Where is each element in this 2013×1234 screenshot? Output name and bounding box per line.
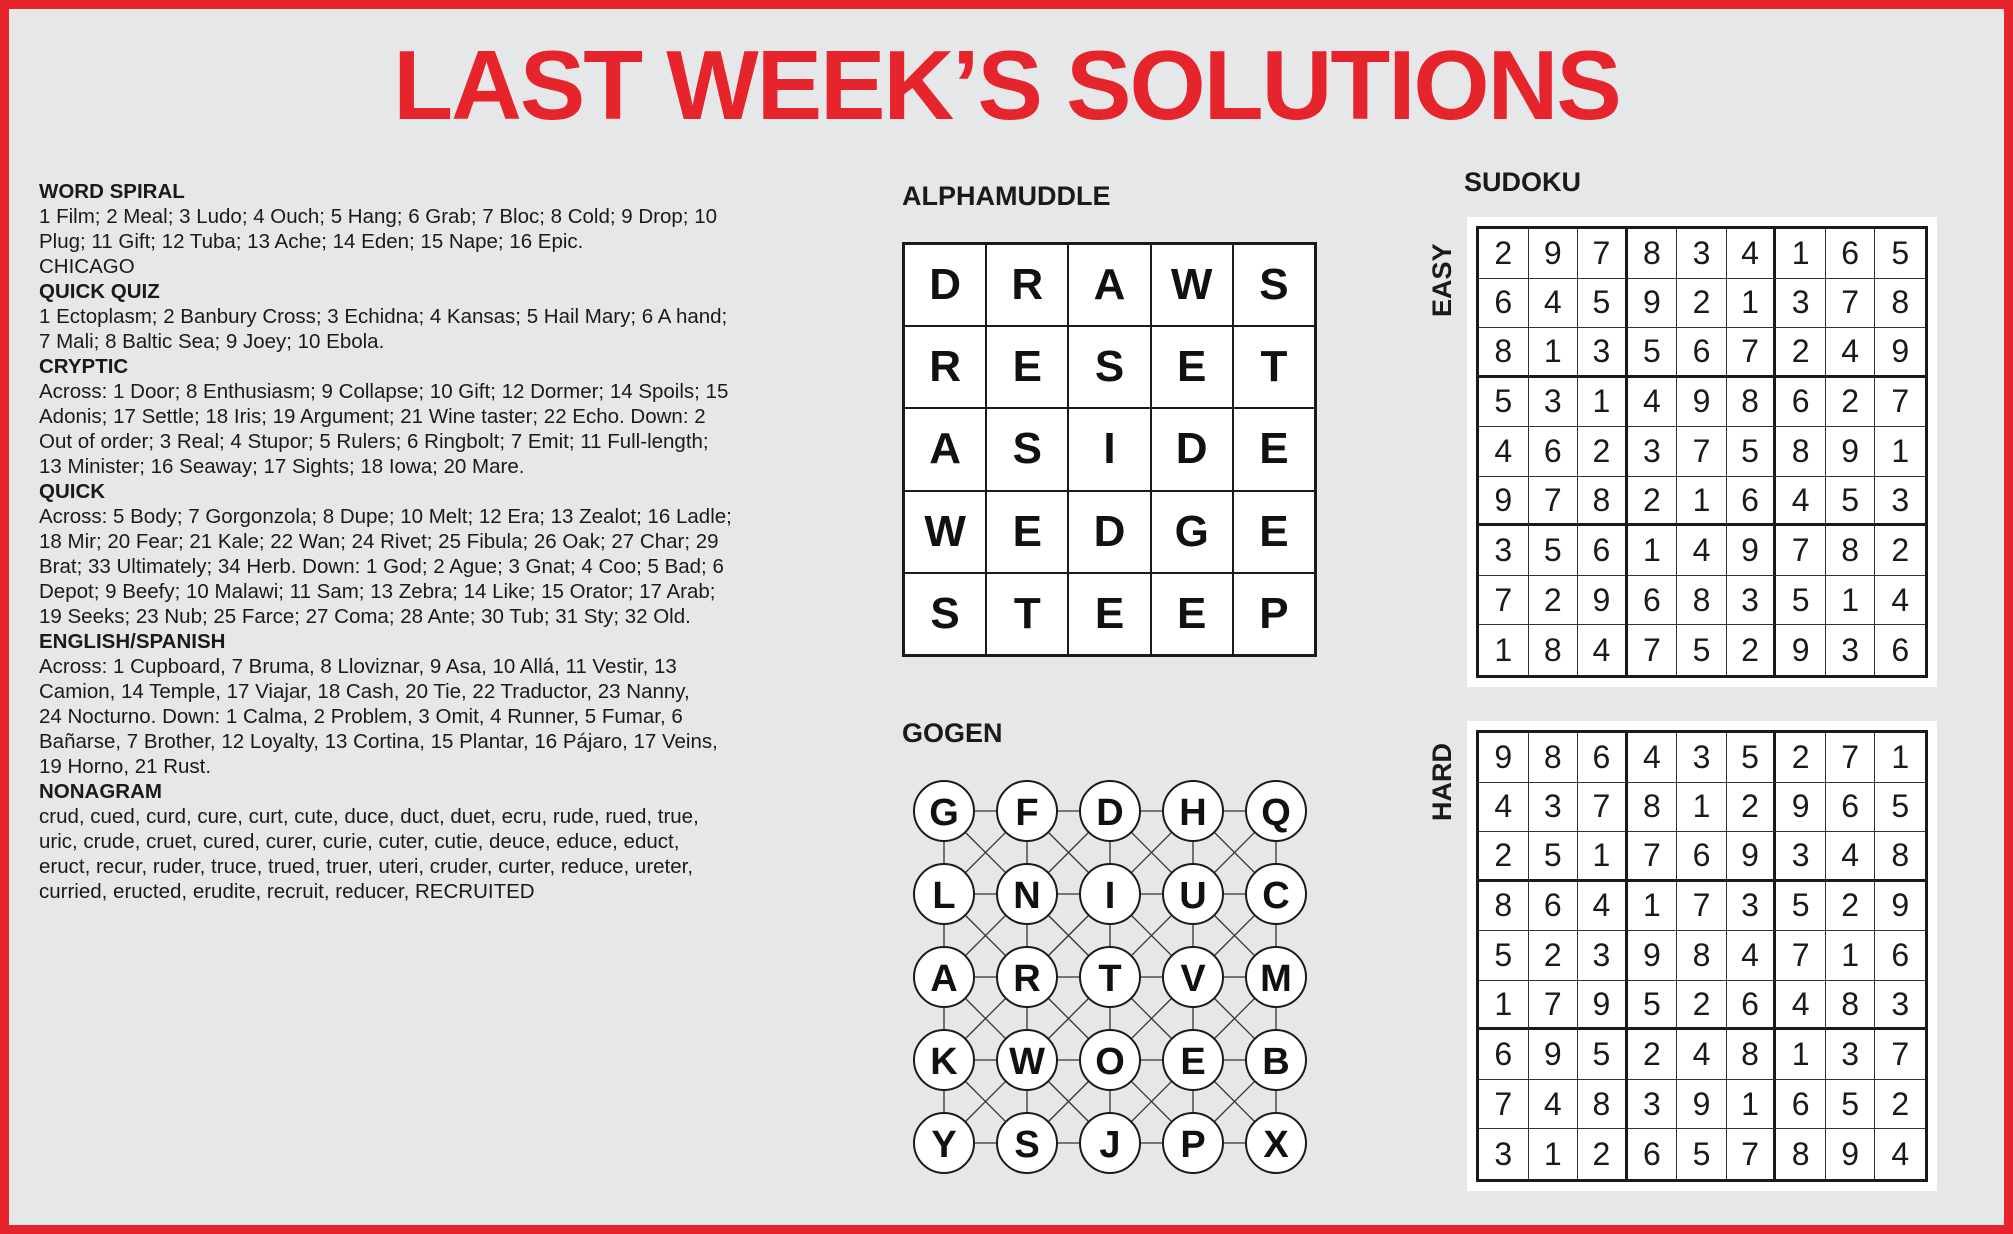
alphamuddle-cell: E — [1233, 491, 1315, 573]
sudoku-cell: 9 — [1677, 1080, 1727, 1130]
sudoku-cell: 3 — [1628, 427, 1678, 477]
gogen-node — [1163, 1030, 1223, 1090]
gogen-node — [914, 1030, 974, 1090]
sudoku-cell: 9 — [1826, 1129, 1876, 1179]
sudoku-cell: 5 — [1677, 625, 1727, 675]
alphamuddle-cell: S — [904, 573, 986, 655]
gogen-node — [1080, 1030, 1140, 1090]
sudoku-cell: 3 — [1677, 229, 1727, 279]
sudoku-cell: 7 — [1578, 229, 1628, 279]
gogen-letter: L — [932, 875, 956, 917]
sudoku-cell: 8 — [1628, 783, 1678, 833]
sudoku-cell: 4 — [1826, 832, 1876, 882]
sudoku-cell: 9 — [1479, 477, 1529, 527]
sudoku-cell: 3 — [1727, 882, 1777, 932]
sudoku-cell: 8 — [1529, 625, 1579, 675]
sudoku-cell: 6 — [1826, 783, 1876, 833]
sudoku-cell: 8 — [1826, 981, 1876, 1031]
sudoku-cell: 1 — [1776, 1030, 1826, 1080]
gogen-letter: H — [1179, 792, 1207, 834]
sudoku-cell: 1 — [1677, 783, 1727, 833]
alphamuddle-cell: E — [1233, 408, 1315, 490]
sudoku-cell: 2 — [1677, 981, 1727, 1031]
gogen-letter: I — [1104, 875, 1116, 917]
section-line: Depot; 9 Beefy; 10 Malawi; 11 Sam; 13 Zebra; 14 Like; 15 Orator; 17 Arab; — [39, 580, 716, 603]
sudoku-cell: 3 — [1578, 328, 1628, 378]
sudoku-cell: 5 — [1677, 1129, 1727, 1179]
gogen-heading: GOGEN — [902, 718, 1003, 748]
section-line: uric, crude, cruet, cured, curer, curie, cuter, cutie, deuce, educe, educt, — [39, 830, 680, 853]
gogen-node — [997, 1113, 1057, 1173]
section-line: Across: 1 Door; 8 Enthusiasm; 9 Collapse; 10 Gift; 12 Dormer; 14 Spoils; 15 — [39, 380, 729, 403]
page-title: LAST WEEK’S SOLUTIONS — [393, 30, 1620, 140]
section-line: 13 Minister; 16 Seaway; 17 Sights; 18 Iowa; 20 Mare. — [39, 455, 525, 478]
sudoku-cell: 7 — [1727, 328, 1777, 378]
sudoku-cell: 1 — [1875, 427, 1925, 477]
section-line: Across: 5 Body; 7 Gorgonzola; 8 Dupe; 10 Melt; 12 Era; 13 Zealot; 16 Ladle; — [39, 505, 732, 528]
sudoku-cell: 1 — [1628, 526, 1678, 576]
sudoku-cell: 8 — [1727, 378, 1777, 428]
section-title: QUICK — [39, 480, 106, 503]
gogen-letter: Y — [931, 1124, 957, 1166]
sudoku-cell: 7 — [1578, 783, 1628, 833]
sudoku-cell: 9 — [1875, 882, 1925, 932]
sudoku-cell: 7 — [1776, 931, 1826, 981]
alphamuddle-cell: A — [1068, 244, 1150, 326]
sudoku-cell: 4 — [1891, 1135, 1910, 1172]
alphamuddle-grid — [902, 242, 1317, 657]
sudoku-cell: 7 — [1875, 378, 1925, 428]
sudoku-cell: 5 — [1628, 981, 1678, 1031]
sudoku-cell: 6 — [1677, 832, 1727, 882]
section-title: ENGLISH/SPANISH — [39, 630, 226, 653]
sudoku-cell: 6 — [1529, 427, 1579, 477]
sudoku-cell: 1 — [1529, 328, 1579, 378]
sudoku-cell: 3 — [1826, 1030, 1876, 1080]
sudoku-cell: 2 — [1727, 783, 1777, 833]
alphamuddle-cell: G — [1151, 491, 1233, 573]
sudoku-cell: 9 — [1529, 1030, 1579, 1080]
gogen-node — [1080, 947, 1140, 1007]
gogen-letter: G — [929, 792, 959, 834]
text-solutions-column — [39, 179, 807, 904]
sudoku-cell: 7 — [1677, 427, 1727, 477]
sudoku-cell: 4 — [1727, 229, 1777, 279]
gogen-letter: S — [1014, 1124, 1040, 1166]
section-line: Bañarse, 7 Brother, 12 Loyalty, 13 Cortina, 15 Plantar, 16 Pájaro, 17 Veins, — [39, 730, 718, 753]
sudoku-cell: 4 — [1677, 526, 1727, 576]
gogen-grid — [902, 769, 1322, 1199]
sudoku-cell: 2 — [1479, 229, 1529, 279]
gogen-letter: R — [1013, 958, 1041, 1000]
gogen-node — [914, 781, 974, 841]
sudoku-cell: 3 — [1875, 981, 1925, 1031]
alphamuddle-cell: E — [1068, 573, 1150, 655]
sudoku-cell: 5 — [1529, 832, 1579, 882]
alphamuddle-cell: A — [904, 408, 986, 490]
sudoku-cell: 2 — [1776, 733, 1826, 783]
sudoku-cell: 5 — [1776, 576, 1826, 626]
alphamuddle-cell: T — [986, 573, 1068, 655]
section-line: Plug; 11 Gift; 12 Tuba; 13 Ache; 14 Eden; 15 Nape; 16 Epic. — [39, 230, 584, 253]
alphamuddle-cell: D — [904, 244, 986, 326]
gogen-letter: P — [1180, 1124, 1206, 1166]
sudoku-cell: 3 — [1776, 279, 1826, 329]
gogen-letter: D — [1096, 792, 1124, 834]
sudoku-cell: 5 — [1578, 1030, 1628, 1080]
section-line: 24 Nocturno. Down: 1 Calma, 2 Problem, 3 Omit, 4 Runner, 5 Fumar, 6 — [39, 705, 683, 728]
sudoku-cell: 8 — [1529, 733, 1579, 783]
sudoku-cell: 7 — [1479, 1080, 1529, 1130]
section-line: Adonis; 17 Settle; 18 Iris; 19 Argument; 21 Wine taster; 22 Echo. Down: 2 — [39, 405, 706, 428]
sudoku-cell: 9 — [1529, 229, 1579, 279]
sudoku-cell: 4 — [1727, 931, 1777, 981]
sudoku-cell: 9 — [1875, 328, 1925, 378]
sudoku-cell: 3 — [1875, 477, 1925, 527]
section-line: 1 Film; 2 Meal; 3 Ludo; 4 Ouch; 5 Hang; 6 Grab; 7 Bloc; 8 Cold; 9 Drop; 10 — [39, 205, 717, 228]
section-line: Camion, 14 Temple, 17 Viajar, 18 Cash, 20 Tie, 22 Traductor, 23 Nanny, — [39, 680, 690, 703]
gogen-letter: X — [1263, 1124, 1289, 1166]
sudoku-cell: 6 — [1776, 378, 1826, 428]
sudoku-cell: 9 — [1727, 832, 1777, 882]
sudoku-cell: 1 — [1578, 378, 1628, 428]
alphamuddle-cell: S — [986, 408, 1068, 490]
sudoku-cell: 2 — [1875, 526, 1925, 576]
sudoku-cell: 1 — [1479, 981, 1529, 1031]
gogen-node — [914, 864, 974, 924]
alphamuddle-cell: S — [1233, 244, 1315, 326]
gogen-letter: U — [1179, 875, 1207, 917]
gogen-node — [997, 864, 1057, 924]
sudoku-cell: 1 — [1677, 477, 1727, 527]
sudoku-cell: 8 — [1578, 1080, 1628, 1130]
section-line: eruct, recur, ruder, truce, trued, truer, uteri, cruder, curter, reduce, ureter, — [39, 855, 694, 878]
alphamuddle-cell: E — [1151, 326, 1233, 408]
sudoku-cell: 6 — [1578, 733, 1628, 783]
sudoku-cell: 2 — [1776, 328, 1826, 378]
sudoku-cell: 9 — [1826, 427, 1876, 477]
gogen-node — [997, 781, 1057, 841]
gogen-node — [997, 1030, 1057, 1090]
sudoku-cell: 1 — [1727, 1080, 1777, 1130]
sudoku-cell: 2 — [1578, 427, 1628, 477]
sudoku-cell: 6 — [1875, 931, 1925, 981]
sudoku-cell: 9 — [1776, 625, 1826, 675]
sudoku-cell: 4 — [1628, 378, 1678, 428]
gogen-node — [1246, 864, 1306, 924]
sudoku-cell: 6 — [1727, 981, 1777, 1031]
sudoku-cell: 1 — [1628, 882, 1678, 932]
sudoku-cell: 1 — [1529, 1129, 1579, 1179]
sudoku-hard-label: HARD — [1427, 743, 1457, 821]
gogen-letter: N — [1013, 875, 1041, 917]
sudoku-cell: 1 — [1826, 931, 1876, 981]
section-line: 18 Mir; 20 Fear; 21 Kale; 22 Wan; 24 Rivet; 25 Fibula; 26 Oak; 27 Char; 29 — [39, 530, 719, 553]
section-title: NONAGRAM — [39, 780, 162, 803]
sudoku-cell: 6 — [1826, 229, 1876, 279]
sudoku-easy-label: EASY — [1427, 243, 1457, 317]
section-line: Out of order; 3 Real; 4 Stupor; 5 Rulers; 6 Ringbolt; 7 Emit; 11 Full-length; — [39, 430, 709, 453]
sudoku-cell: 7 — [1628, 832, 1678, 882]
section-line: 1 Ectoplasm; 2 Banbury Cross; 3 Echidna; 4 Kansas; 5 Hail Mary; 6 A hand; — [39, 305, 728, 328]
sudoku-cell: 6 — [1479, 1030, 1529, 1080]
gogen-node — [1163, 864, 1223, 924]
gogen-node — [1080, 1113, 1140, 1173]
gogen-node — [997, 947, 1057, 1007]
sudoku-cell: 4 — [1826, 328, 1876, 378]
sudoku-cell: 9 — [1578, 576, 1628, 626]
sudoku-cell: 2 — [1826, 882, 1876, 932]
sudoku-cell: 7 — [1776, 526, 1826, 576]
gogen-node — [1080, 781, 1140, 841]
sudoku-cell: 3 — [1479, 1129, 1529, 1179]
gogen-node — [1246, 781, 1306, 841]
alphamuddle-cell: R — [986, 244, 1068, 326]
sudoku-cell: 8 — [1875, 279, 1925, 329]
sudoku-easy — [1467, 217, 1937, 687]
section-line: curried, eructed, erudite, recruit, reducer, RECRUITED — [39, 880, 535, 903]
sudoku-cell: 5 — [1479, 378, 1529, 428]
sudoku-cell: 8 — [1776, 427, 1826, 477]
section-line: CHICAGO — [39, 255, 135, 278]
sudoku-cell: 5 — [1826, 1080, 1876, 1130]
alphamuddle-cell: R — [904, 326, 986, 408]
sudoku-cell: 7 — [1529, 981, 1579, 1031]
sudoku-cell: 3 — [1727, 576, 1777, 626]
sudoku-cell: 6 — [1578, 526, 1628, 576]
sudoku-cell: 2 — [1479, 832, 1529, 882]
sudoku-cell: 7 — [1529, 477, 1579, 527]
section-title: QUICK QUIZ — [39, 280, 160, 303]
sudoku-cell: 4 — [1875, 576, 1925, 626]
sudoku-cell: 7 — [1727, 1129, 1777, 1179]
gogen-letter: W — [1009, 1041, 1045, 1083]
gogen-letter: K — [930, 1041, 958, 1083]
sudoku-cell: 9 — [1479, 733, 1529, 783]
sudoku-cell: 8 — [1677, 931, 1727, 981]
gogen-node — [1163, 1113, 1223, 1173]
gogen-node — [914, 1113, 974, 1173]
gogen-node — [1246, 1030, 1306, 1090]
sudoku-cell: 6 — [1628, 1129, 1678, 1179]
gogen-letter: A — [930, 958, 958, 1000]
section-title: CRYPTIC — [39, 355, 129, 378]
sudoku-cell: 4 — [1776, 981, 1826, 1031]
alphamuddle-cell: P — [1233, 573, 1315, 655]
sudoku-cell: 7 — [1628, 625, 1678, 675]
alphamuddle-cell: E — [1151, 573, 1233, 655]
sudoku-cell: 4 — [1479, 783, 1529, 833]
alphamuddle-cell: T — [1233, 326, 1315, 408]
sudoku-cell: 4 — [1578, 882, 1628, 932]
sudoku-cell: 4 — [1776, 477, 1826, 527]
sudoku-cell: 8 — [1628, 229, 1678, 279]
sudoku-cell: 9 — [1727, 526, 1777, 576]
sudoku-cell: 2 — [1628, 1030, 1678, 1080]
gogen-letter: J — [1099, 1124, 1121, 1166]
sudoku-cell: 4 — [1628, 733, 1678, 783]
sudoku-cell: 1 — [1479, 625, 1529, 675]
alphamuddle-cell: D — [1068, 491, 1150, 573]
sudoku-cell: 1 — [1727, 279, 1777, 329]
alphamuddle-cell: S — [1068, 326, 1150, 408]
gogen-letter: M — [1260, 958, 1292, 1000]
section-line: Brat; 33 Ultimately; 34 Herb. Down: 1 God; 2 Ague; 3 Gnat; 4 Coo; 5 Bad; 6 — [39, 555, 724, 578]
sudoku-cell: 1 — [1578, 832, 1628, 882]
sudoku-hard — [1467, 721, 1937, 1191]
sudoku-cell: 5 — [1578, 279, 1628, 329]
section-line: crud, cued, curd, cure, curt, cute, duce, duct, duet, ecru, rude, rued, true, — [39, 805, 699, 828]
sudoku-cell: 5 — [1529, 526, 1579, 576]
gogen-letter: B — [1262, 1041, 1290, 1083]
section-line: 19 Seeks; 23 Nub; 25 Farce; 27 Coma; 28 Ante; 30 Tub; 31 Sty; 32 Old. — [39, 605, 691, 628]
sudoku-cell: 9 — [1628, 279, 1678, 329]
sudoku-cell: 3 — [1578, 931, 1628, 981]
sudoku-cell: 9 — [1776, 783, 1826, 833]
alphamuddle-cell: I — [1068, 408, 1150, 490]
sudoku-cell: 5 — [1875, 229, 1925, 279]
sudoku-cell: 3 — [1529, 378, 1579, 428]
sudoku-cell: 9 — [1628, 931, 1678, 981]
sudoku-cell: 6 — [1677, 328, 1727, 378]
sudoku-cell: 5 — [1776, 882, 1826, 932]
sudoku-cell: 8 — [1677, 576, 1727, 626]
sudoku-cell: 9 — [1677, 378, 1727, 428]
sudoku-cell: 8 — [1578, 477, 1628, 527]
gogen-letter: Q — [1261, 792, 1291, 834]
sudoku-cell: 2 — [1628, 477, 1678, 527]
sudoku-cell: 6 — [1891, 631, 1910, 668]
sudoku-cell: 3 — [1628, 1080, 1678, 1130]
sudoku-cell: 6 — [1529, 882, 1579, 932]
sudoku-cell: 5 — [1727, 733, 1777, 783]
sudoku-cell: 2 — [1677, 279, 1727, 329]
sudoku-cell: 7 — [1677, 882, 1727, 932]
alphamuddle-cell: E — [986, 491, 1068, 573]
section-line: 19 Horno, 21 Rust. — [39, 755, 212, 778]
sudoku-cell: 8 — [1479, 882, 1529, 932]
sudoku-cell: 2 — [1875, 1080, 1925, 1130]
sudoku-cell: 4 — [1677, 1030, 1727, 1080]
sudoku-cell: 3 — [1826, 625, 1876, 675]
sudoku-cell: 5 — [1875, 783, 1925, 833]
sudoku-cell: 7 — [1826, 279, 1876, 329]
section-title: WORD SPIRAL — [39, 180, 185, 203]
gogen-node — [1246, 1113, 1306, 1173]
sudoku-cell: 1 — [1875, 733, 1925, 783]
gogen-node — [1163, 781, 1223, 841]
sudoku-cell: 2 — [1727, 625, 1777, 675]
alphamuddle-cell: W — [904, 491, 986, 573]
sudoku-cell: 3 — [1776, 832, 1826, 882]
sudoku-cell: 8 — [1776, 1129, 1826, 1179]
sudoku-cell: 1 — [1826, 576, 1876, 626]
sudoku-cell: 4 — [1529, 1080, 1579, 1130]
sudoku-cell: 5 — [1479, 931, 1529, 981]
gogen-node — [914, 947, 974, 1007]
sudoku-cell: 2 — [1529, 576, 1579, 626]
sudoku-heading: SUDOKU — [1464, 167, 1582, 197]
gogen-letter: E — [1180, 1041, 1206, 1083]
gogen-node — [1246, 947, 1306, 1007]
gogen-letter: O — [1095, 1041, 1125, 1083]
sudoku-cell: 6 — [1628, 576, 1678, 626]
sudoku-cell: 2 — [1529, 931, 1579, 981]
sudoku-cell: 3 — [1479, 526, 1529, 576]
gogen-letter: C — [1262, 875, 1290, 917]
alphamuddle-heading: ALPHAMUDDLE — [902, 181, 1111, 211]
sudoku-cell: 2 — [1578, 1129, 1628, 1179]
sudoku-cell: 5 — [1826, 477, 1876, 527]
sudoku-cell: 5 — [1727, 427, 1777, 477]
sudoku-cell: 8 — [1479, 328, 1529, 378]
section-line: Across: 1 Cupboard, 7 Bruma, 8 Lloviznar, 9 Asa, 10 Allá, 11 Vestir, 13 — [39, 655, 677, 678]
sudoku-cell: 3 — [1529, 783, 1579, 833]
sudoku-cell: 4 — [1529, 279, 1579, 329]
sudoku-cell: 3 — [1677, 733, 1727, 783]
sudoku-cell: 7 — [1826, 733, 1876, 783]
gogen-letter: F — [1015, 792, 1039, 834]
sudoku-cell: 6 — [1776, 1080, 1826, 1130]
gogen-letter: T — [1098, 958, 1122, 1000]
sudoku-cell: 8 — [1875, 832, 1925, 882]
sudoku-cell: 7 — [1875, 1030, 1925, 1080]
section-line: 7 Mali; 8 Baltic Sea; 9 Joey; 10 Ebola. — [39, 330, 385, 353]
sudoku-cell: 2 — [1826, 378, 1876, 428]
sudoku-cell: 1 — [1776, 229, 1826, 279]
sudoku-cell: 6 — [1727, 477, 1777, 527]
alphamuddle-cell: E — [986, 326, 1068, 408]
sudoku-cell: 8 — [1826, 526, 1876, 576]
sudoku-cell: 4 — [1479, 427, 1529, 477]
gogen-node — [1080, 864, 1140, 924]
sudoku-cell: 5 — [1628, 328, 1678, 378]
sudoku-cell: 7 — [1479, 576, 1529, 626]
alphamuddle-cell: W — [1151, 244, 1233, 326]
alphamuddle-cell: D — [1151, 408, 1233, 490]
sudoku-cell: 8 — [1727, 1030, 1777, 1080]
sudoku-cell: 9 — [1578, 981, 1628, 1031]
sudoku-cell: 4 — [1578, 625, 1628, 675]
gogen-node — [1163, 947, 1223, 1007]
sudoku-cell: 6 — [1479, 279, 1529, 329]
gogen-letter: V — [1180, 958, 1206, 1000]
